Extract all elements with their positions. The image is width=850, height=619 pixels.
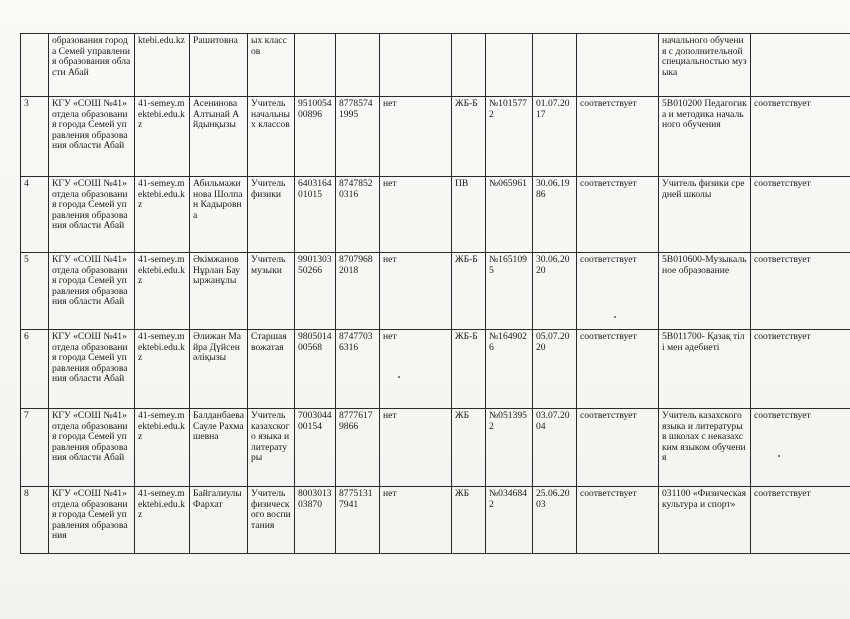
document-number-cell [486,34,533,97]
full-name-cell: Асенинова Алтынай Айдынқызы [190,97,248,177]
organization-cell: КГУ «СОШ №41» отдела образования города Семей управления образования [49,487,135,554]
match-cell: соответствует [751,97,850,177]
match-cell [751,34,850,97]
website-cell: 41-semey.mektebi.edu.kz [135,177,190,253]
row-number: 8 [21,487,49,554]
full-name-cell: Байгалиулы Фархат [190,487,248,554]
specialty-cell: начального обучения с дополнительной специальностью музыка [659,34,751,97]
table-row [21,253,850,330]
status-cell: соответствует [577,487,659,554]
document-type-cell: ЖБ-Б [452,97,486,177]
iin-cell: 640316401015 [295,177,336,253]
iin-cell [295,34,336,97]
row-number: 3 [21,97,49,177]
flag-cell: нет [380,487,452,554]
match-cell: соответствует [751,177,850,253]
document-date-cell: 03.07.2004 [533,409,577,487]
website-cell: 41-semey.mektebi.edu.kz [135,253,190,330]
match-cell: соответствует [751,487,850,554]
flag-cell [380,34,452,97]
document-type-cell [452,34,486,97]
status-cell [577,34,659,97]
status-cell: соответствует [577,253,659,330]
table-row [21,409,850,487]
position-cell: Учитель музыки [248,253,295,330]
document-number-cell: №065961 [486,177,533,253]
status-cell: соответствует [577,97,659,177]
phone-cell: 87079682018 [336,253,380,330]
status-cell: соответствует [577,330,659,409]
phone-cell: 87776179866 [336,409,380,487]
full-name-cell: Әкімжанов Нұрлан Бауыржанұлы [190,253,248,330]
document-date-cell [533,34,577,97]
document-date-cell: 30.06.2020 [533,253,577,330]
document-type-cell: ЖБ [452,409,486,487]
phone-cell: 87751317941 [336,487,380,554]
iin-cell: 990130350266 [295,253,336,330]
website-cell: 41-semey.mektebi.edu.kz [135,330,190,409]
full-name-cell: Әлижан Майра Дүйсенәліқызы [190,330,248,409]
website-cell: 41-semey.mektebi.edu.kz [135,97,190,177]
organization-cell: КГУ «СОШ №41» отдела образования города Семей управления образования области Абай [49,253,135,330]
organization-cell: КГУ «СОШ №41» отдела образования города Семей управления образования области Абай [49,97,135,177]
document-date-cell: 05.07.2020 [533,330,577,409]
phone-cell: 87785741995 [336,97,380,177]
document-date-cell: 01.07.2017 [533,97,577,177]
specialty-cell: Учитель казахского языка и литературы в школах с неказахским языком обучения [659,409,751,487]
phone-cell: 87477036316 [336,330,380,409]
website-cell: 41-semey.mektebi.edu.kz [135,409,190,487]
table-row [21,97,850,177]
position-cell: Учитель физического воспитания [248,487,295,554]
table-row [21,487,850,554]
specialty-cell: Учитель физики средней школы [659,177,751,253]
scan-speck [778,455,780,457]
phone-cell [336,34,380,97]
position-cell: ых классов [248,34,295,97]
position-cell: Учитель казахского языка и литературы [248,409,295,487]
phone-cell: 87478520316 [336,177,380,253]
website-cell: 41-semey.mektebi.edu.kz [135,487,190,554]
iin-cell: 951005400896 [295,97,336,177]
document-number-cell: №0513952 [486,409,533,487]
iin-cell: 800301303870 [295,487,336,554]
row-number [21,34,49,97]
organization-cell: КГУ «СОШ №41» отдела образования города Семей управления образования области Абай [49,330,135,409]
flag-cell: нет [380,97,452,177]
full-name-cell: Балданбаева Сауле Рахмашевна [190,409,248,487]
organization-cell: КГУ «СОШ №41» отдела образования города Семей управления образования области Абай [49,177,135,253]
flag-cell: нет [380,177,452,253]
table-row [21,34,850,97]
scan-speck [398,376,400,378]
iin-cell: 980501400568 [295,330,336,409]
row-number: 4 [21,177,49,253]
document-type-cell: ЖБ-Б [452,253,486,330]
table-row [21,330,850,409]
table-row [21,177,850,253]
flag-cell: нет [380,253,452,330]
match-cell: соответствует [751,330,850,409]
document-type-cell: ЖБ [452,487,486,554]
document-type-cell: ЖБ-Б [452,330,486,409]
document-type-cell: ПВ [452,177,486,253]
full-name-cell: Абильмажинова Шолпан Кадыровна [190,177,248,253]
flag-cell: нет [380,330,452,409]
specialty-cell: 031100 «Физическая культура и спорт» [659,487,751,554]
organization-cell: КГУ «СОШ №41» отдела образования города Семей управления образования области Абай [49,409,135,487]
flag-cell: нет [380,409,452,487]
document-date-cell: 30.06.1986 [533,177,577,253]
specialty-cell: 5В011700- Қазақ тілі мен әдебиеті [659,330,751,409]
document-number-cell: №1649026 [486,330,533,409]
full-name-cell: Рашитовна [190,34,248,97]
status-cell: соответствует [577,177,659,253]
position-cell: Старшая вожатая [248,330,295,409]
position-cell: Учитель начальных классов [248,97,295,177]
status-cell: соответствует [577,409,659,487]
organization-cell: образования города Семей управления образования области Абай [49,34,135,97]
iin-cell: 700304400154 [295,409,336,487]
document-number-cell: №0346842 [486,487,533,554]
match-cell: соответствует [751,409,850,487]
specialty-cell: 5В010200 Педагогика и методика начального обучения [659,97,751,177]
website-cell: ktebi.edu.kz [135,34,190,97]
scan-speck [614,316,616,318]
row-number: 6 [21,330,49,409]
document-number-cell: №1015772 [486,97,533,177]
staff-table [20,33,850,554]
document-date-cell: 25.06.2003 [533,487,577,554]
row-number: 5 [21,253,49,330]
position-cell: Учитель физики [248,177,295,253]
document-number-cell: №1651095 [486,253,533,330]
specialty-cell: 5В010600-Музыкальное образование [659,253,751,330]
row-number: 7 [21,409,49,487]
match-cell: соответствует [751,253,850,330]
